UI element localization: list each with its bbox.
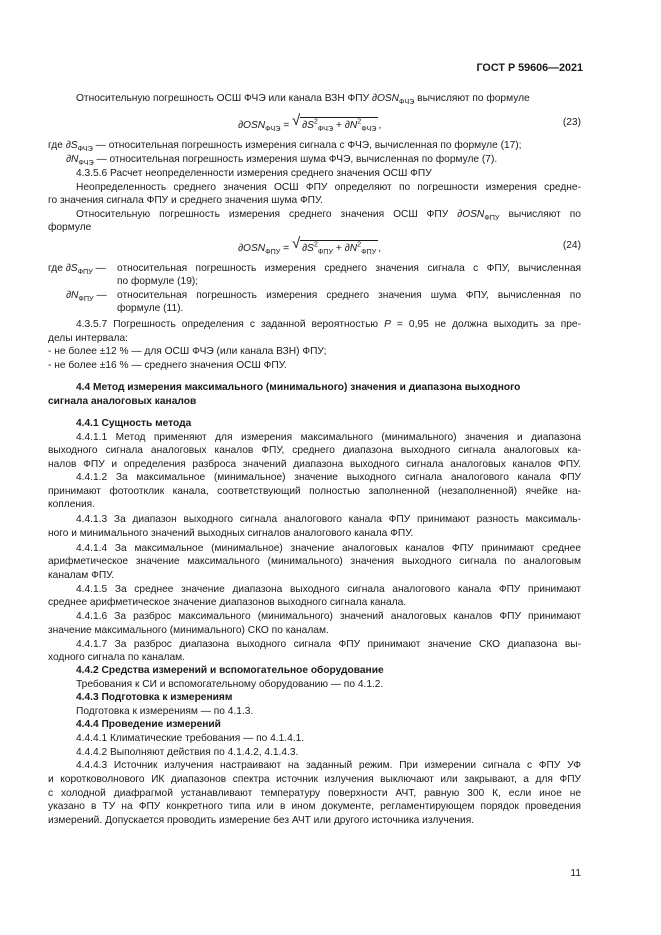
section-4-3-5-7-line2: делы интервала: — [48, 333, 128, 344]
p4443-line1: 4.4.4.3 Источник излучения настраивают на заданный режим. При измерении сигнала с ФПУ УФ — [76, 760, 581, 771]
section-4-4-heading-2: сигнала аналоговых каналов — [48, 396, 197, 407]
uncert-line-2: го значения сигнала ФПУ и среднего значения шума ФПУ. — [48, 195, 323, 206]
section-4-4-1-heading: 4.4.1 Сущность метода — [76, 418, 192, 429]
section-4-3-5-7: 4.3.5.7 Погрешность определения с заданной вероятностью P = 0,95 не должна выходить за пре- — [76, 319, 581, 330]
where-23-line1: где $\partial S_{ФЧЭ}$ — относительная погрешность измерения сигнала с ФЧЭ, вычисленная по формуле (17); — [48, 140, 522, 154]
p4442: 4.4.4.2 Выполняют действия по 4.1.4.2, 4.1.4.3. — [76, 747, 299, 758]
p4417-line1: 4.4.1.7 За разброс диапазона выходного сигнала ФПУ принимают значение СКО диапазона вы- — [76, 639, 581, 650]
where-23-line2: $\partial N_{ФЧЭ}$ — относительная погрешность измерения шума ФЧЭ, вычисленная по формуле (7). — [66, 154, 498, 168]
intro-formula-23: Относительную погрешность ОСШ ФЧЭ или канала ВЗН ФПУ $\partial OSN_{ФЧЭ}$ вычисляют по формуле — [76, 93, 530, 107]
formula-24-number: (24) — [562, 240, 581, 251]
intro-formula-24-line2: формуле — [48, 222, 92, 233]
limit-2: - не более ±16 % — среднего значения ОСШ ФПУ. — [48, 360, 287, 371]
p4414-line1: 4.4.1.4 За максимальное (минимальное) значение аналоговых каналов ФПУ принимают среднее — [76, 543, 581, 554]
page-number: 11 — [570, 868, 581, 879]
p4412-line1: 4.4.1.2 За максимальное (минимальное) значение выходного сигнала аналогового канала ФПУ — [76, 472, 581, 483]
p4412-line3: копления. — [48, 499, 96, 510]
section-4-4-2-heading: 4.4.2 Средства измерений и вспомогательное оборудование — [76, 665, 384, 676]
p4416-line2: значение максимального (минимального) СКО по каналам. — [48, 625, 329, 636]
p4415-line1: 4.4.1.5 За среднее значение диапазона выходного сигнала аналогового канала ФПУ принимают — [76, 584, 581, 595]
section-4-4-3-heading: 4.4.3 Подготовка к измерениям — [76, 692, 233, 703]
p4443-line3: с холодной диафрагмой устанавливают температуру поверхности АЧТ, равную 300 К, если иное не — [48, 788, 581, 799]
p4417-line2: ходного сигнала по каналам. — [48, 652, 185, 663]
p4413-line1: 4.4.1.3 За диапазон выходного сигнала аналогового канала ФПУ принимают разность максималь- — [76, 514, 581, 525]
formula-23-number: (23) — [562, 117, 581, 128]
where-24-text-2a: относительная погрешность измерения среднего значения шума ФПУ, вычисленная по — [117, 290, 581, 301]
formula-23: $\partial OSN_{ФЧЭ}$ = √ $\partial S^2_{ФЧЭ} + \partial N^2_{ФЧЭ}$ , — [238, 112, 382, 134]
p4412-line2: принимают фотоотклик канала, соответствующий полностью заполненной (незаполненной) ячейке на- — [48, 486, 581, 497]
where-24-text-2b: формуле (11). — [117, 303, 184, 314]
p4443-line2: и коротковолнового ИК диапазонов спектра источник излучения выключают или закрывают, а для ФПУ — [48, 774, 581, 785]
where-24-text-1b: по формуле (19); — [117, 276, 199, 287]
p4413-line2: ного и минимального значений выходных сигналов аналогового канала ФПУ. — [48, 528, 414, 539]
limit-1: - не более ±12 % — для ОСШ ФЧЭ (или канала ВЗН) ФПУ; — [48, 346, 327, 357]
p4416-line1: 4.4.1.6 За разброс максимального (минимального) значений аналоговых каналов ФПУ принимают — [76, 611, 581, 622]
p4411-line1: 4.4.1.1 Метод применяют для измерения максимального (минимального) значения и диапазона — [76, 432, 581, 443]
p4411-line3: налов ФПУ и определения разброса значений диапазона выходного сигнала аналоговых каналов ФПУ. — [48, 459, 581, 470]
p4411-line2: выходного сигнала аналоговых каналов ФПУ, среднего диапазона выходного сигнала аналоговых ка- — [48, 445, 581, 456]
where-24-text-1a: относительная погрешность измерения среднего значения сигнала с ФПУ, вычисленная — [117, 263, 581, 274]
intro-formula-24: Относительную погрешность измерения среднего значения ОСШ ФПУ $\partial OSN_{ФПУ}$ вычисляют по — [76, 209, 581, 223]
p4443-line4: указано в ТУ на ФПУ конкретного типа или в ином документе, регламентирующем порядок проведения — [48, 801, 581, 812]
p4415-line2: среднее арифметическое значение диапазонов выходного сигнала канала. — [48, 597, 407, 608]
uncert-line-1: Неопределенность среднего значения ОСШ ФПУ определяют по погрешности измерения средне- — [76, 182, 581, 193]
section-4-4-4-heading: 4.4.4 Проведение измерений — [76, 719, 221, 730]
p4414-line2: арифметическое значение максимального (минимального) значения выходного сигнала по аналоговым — [48, 556, 581, 567]
where-24-symbol-2: $\partial N_{ФПУ}$ — — [66, 290, 107, 304]
p443: Подготовка к измерениям — по 4.1.3. — [76, 706, 254, 717]
p4414-line3: каналам ФПУ. — [48, 570, 115, 581]
document-standard-header: ГОСТ Р 59606—2021 — [476, 62, 583, 74]
section-4-4-heading-1: 4.4 Метод измерения максимального (минимального) значения и диапазона выходного — [76, 382, 521, 393]
formula-24: $\partial OSN_{ФПУ}$ = √ $\partial S^2_{ФПУ} + \partial N^2_{ФПУ}$ , — [238, 235, 382, 257]
p4443-line5: измерений. Допускается проводить измерение без АЧТ или другого источника излучения. — [48, 815, 475, 826]
section-4-3-5-6: 4.3.5.6 Расчет неопределенности измерения среднего значения ОСШ ФПУ — [76, 168, 432, 179]
p4441: 4.4.4.1 Климатические требования — по 4.1.4.1. — [76, 733, 305, 744]
p442: Требования к СИ и вспомогательному оборудованию — по 4.1.2. — [76, 679, 384, 690]
where-24-symbol-1: где $\partial S_{ФПУ}$ — — [48, 263, 106, 277]
